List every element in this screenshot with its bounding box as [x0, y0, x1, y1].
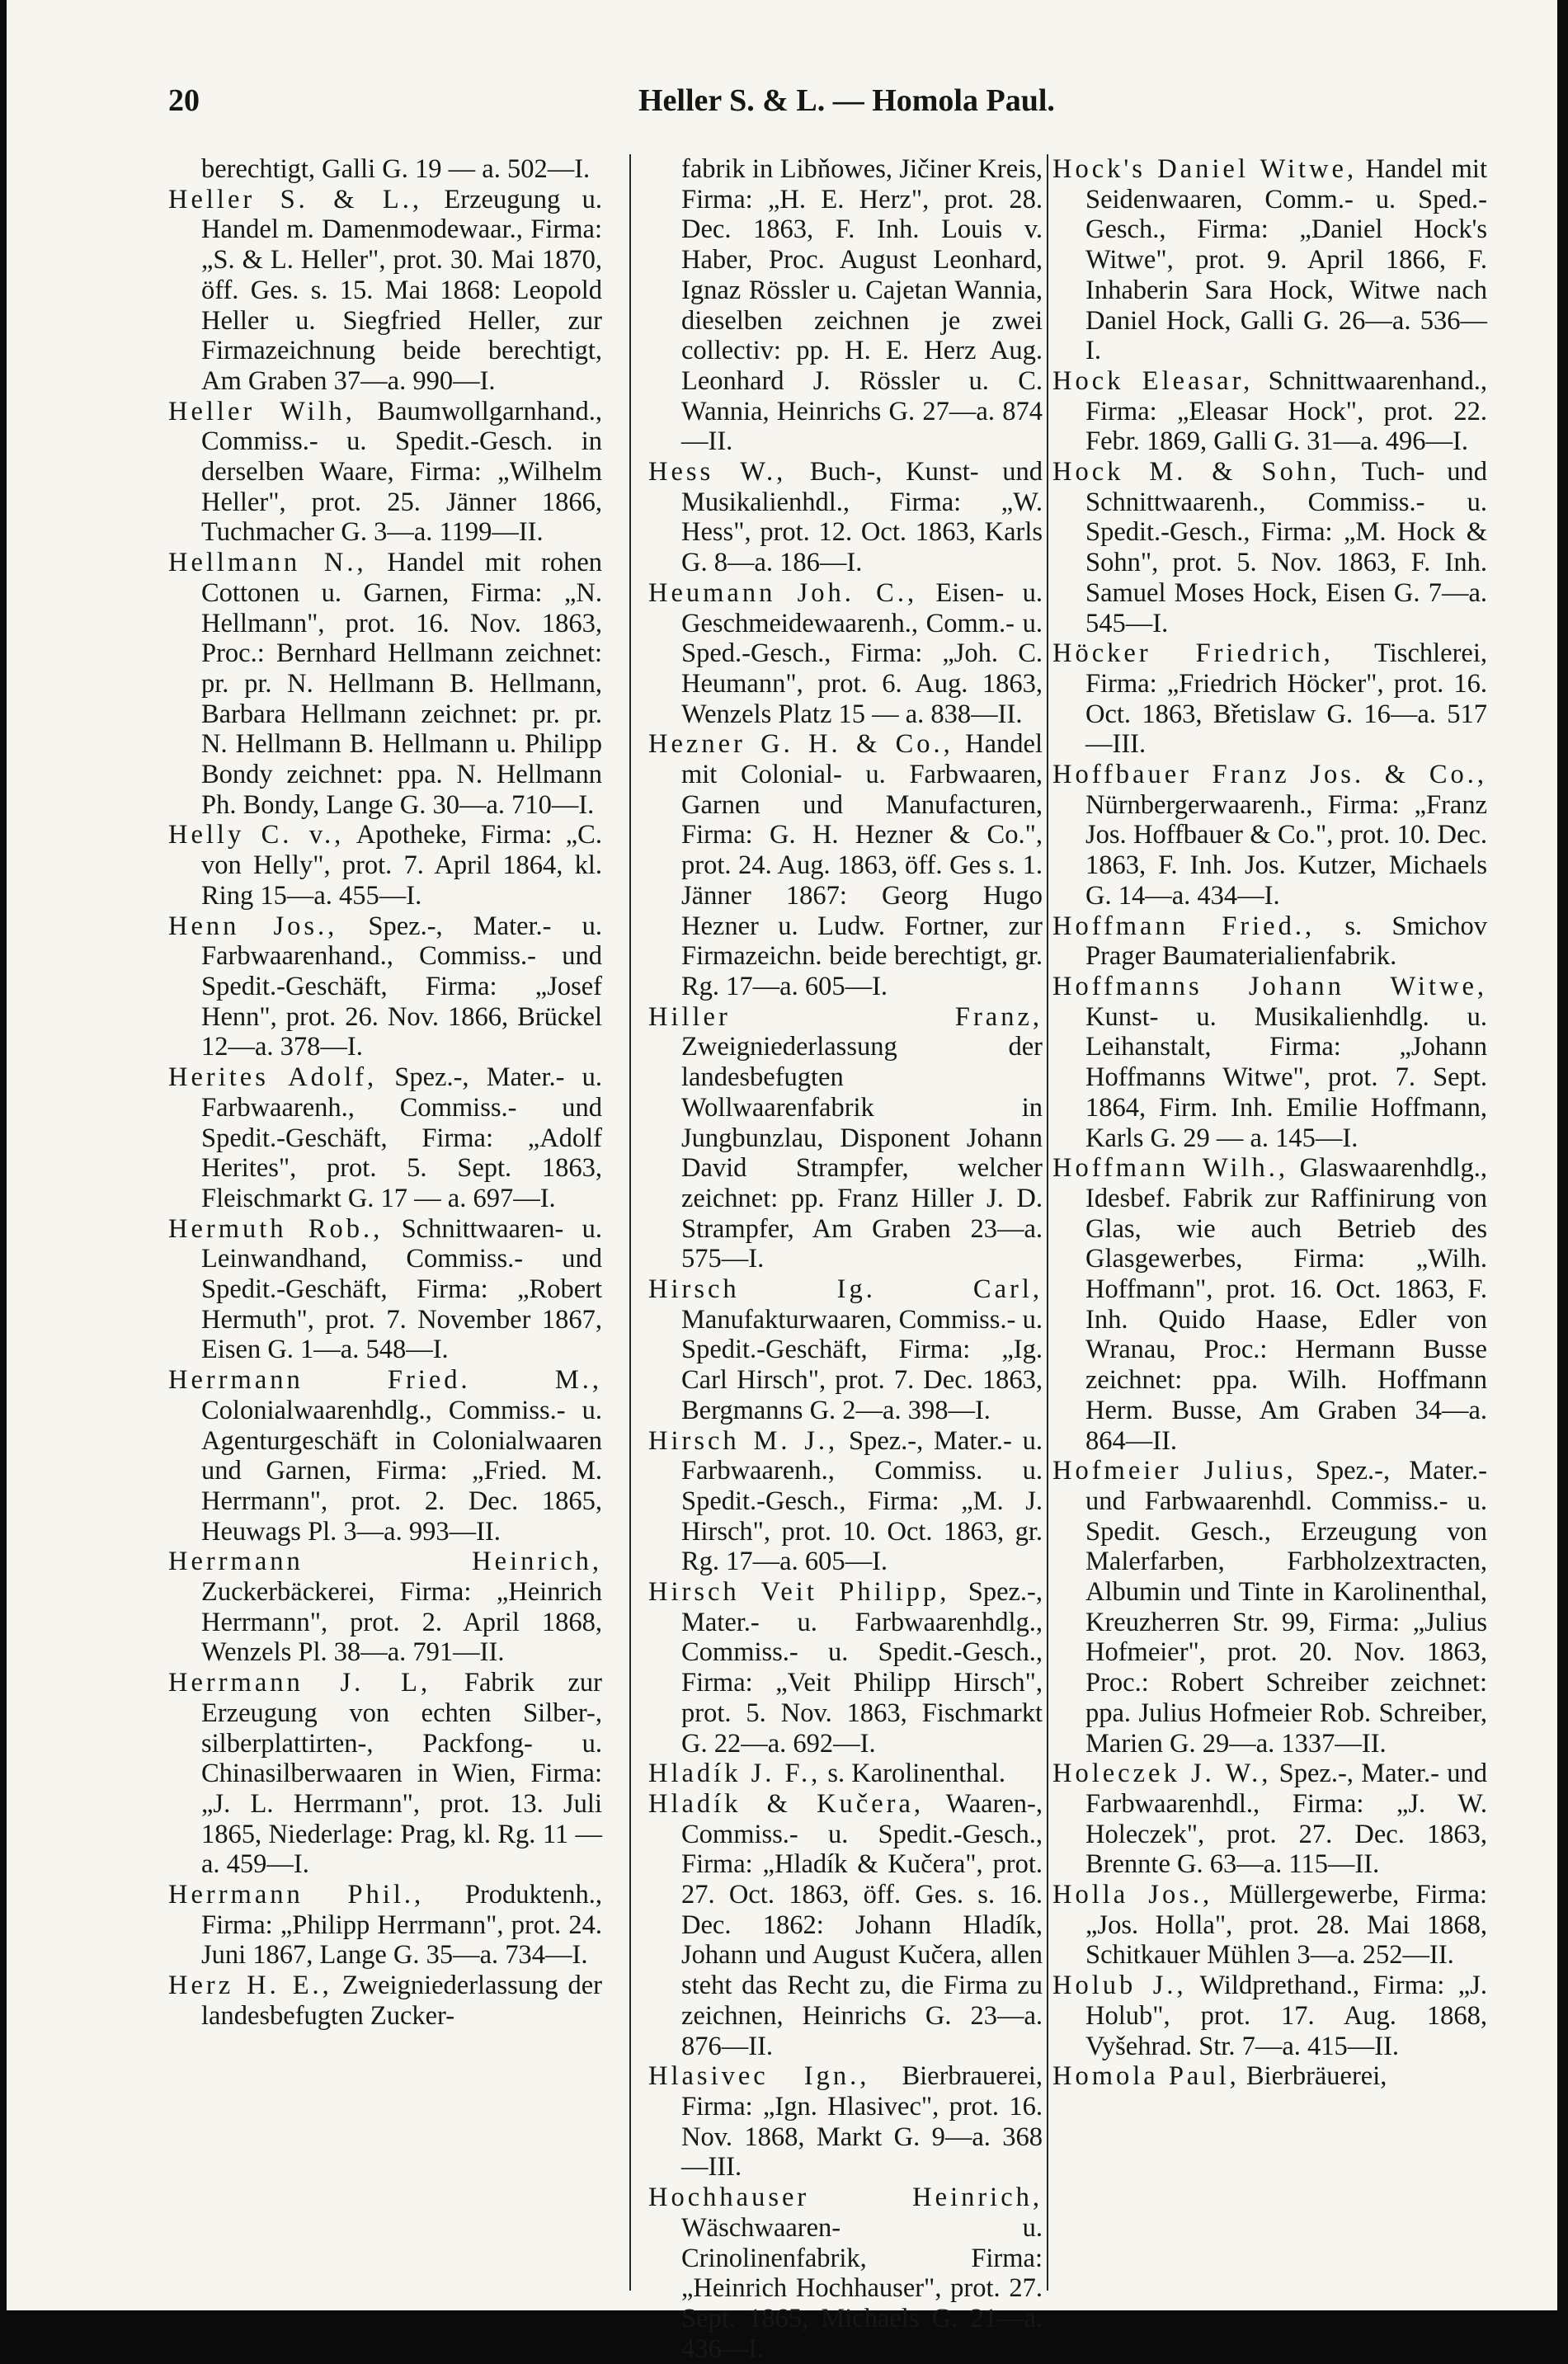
entry-text: fabrik in Libňowes, Jičiner Kreis, Firma: „H. E. Herz", prot. 28. Dec. 1863, F. Inh. Louis v. Haber, Proc. August Leonhard, Ignaz Rössler u. Cajetan Wannia, dieselben zeichnen je zwei collectiv: pp. H. E. Herz Aug. Leonhard J. Rössler u. C. Wannia, Heinrichs G. 27—a. 874—II.	[681, 154, 1043, 457]
directory-entry	[168, 1214, 602, 1366]
directory-entry	[1052, 760, 1487, 911]
directory-entry	[1052, 366, 1487, 457]
entry-name: Hezner G. H. & Co.,	[648, 729, 954, 760]
entry-name: Hirsch Ig. Carl,	[648, 1274, 1043, 1305]
directory-entry	[1052, 1153, 1487, 1456]
entry-name: Heller Wilh,	[168, 396, 356, 426]
entry-name: Herz H. E.,	[168, 1971, 332, 2001]
entry-name: Herites Adolf,	[168, 1062, 378, 1093]
entry-text: Bierbräuerei,	[1239, 2061, 1387, 2092]
entry-text: Schnittwaaren- u. Leinwandhand, Commiss.- und Spedit.-Geschäft, Firma: „Robert Hermuth", prot. 7. November 1867, Eisen G. 1—a. 548—I.	[201, 1213, 602, 1365]
entry-name: Helly C. v.,	[168, 820, 345, 850]
directory-entry	[1052, 1880, 1487, 1971]
entry-text: Tuch- und Schnittwaarenh., Commiss.- u. Spedit.-Gesch., Firma: „M. Hock & Sohn", prot. 5. Nov. 1863, F. Inh. Samuel Moses Hock, Eisen G. 7—a. 545—I.	[1085, 457, 1487, 638]
entry-name: Hock Eleasar,	[1052, 365, 1254, 396]
directory-entry	[1052, 638, 1487, 760]
entry-text: Colonialwaarenhdlg., Commiss.- u. Agenturgeschäft in Colonialwaaren und Garnen, Firma: „Fried. M. Herrmann", prot. 2. Dec. 1865, Heuwags Pl. 3—a. 993—II.	[201, 1395, 602, 1547]
entry-name: Hoffmanns Johann Witwe,	[1052, 971, 1487, 1001]
entry-name: Herrmann J. L,	[168, 1668, 431, 1698]
entry-text: Nürnbergerwaarenh., Firma: „Franz Jos. Hoffbauer & Co.", prot. 10. Dec. 1863, F. Inh. Jos. Kutzer, Michaels G. 14—a. 434—I.	[1085, 789, 1487, 911]
directory-entry	[168, 154, 602, 185]
entry-name: Hock M. & Sohn,	[1052, 457, 1340, 487]
directory-entry	[168, 1880, 602, 1971]
directory-entry	[1052, 1759, 1487, 1880]
entry-name: Hladík J. F.,	[648, 1759, 822, 1789]
page	[7, 0, 1557, 2364]
directory-entry	[1052, 2061, 1487, 2092]
entry-name: Hirsch Veit Philipp,	[648, 1577, 950, 1608]
entry-text: Spez.-, Mater.- und Farbwaarenhdl. Commiss.- u. Spedit. Gesch., Erzeugung von Malerfarben, Farbholzextracten, Albumin und Tinte in Karolinenthal, Kreuzherren Str. 99, Firma: „Julius Hofmeier", prot. 20. Nov. 1863, Proc.: Robert Schreiber zeichnet: ppa. Julius Hofmeier Rob. Schreiber, Marien G. 29—a. 1337—II.	[1085, 1456, 1487, 1759]
entry-name: Hock's Daniel Witwe,	[1052, 154, 1358, 184]
entry-name: Herrmann Phil.,	[168, 1880, 425, 1910]
directory-entry	[648, 2183, 1043, 2364]
entry-text: Glaswaarenhdlg., Idesbef. Fabrik zur Raffinirung von Glas, wie auch Betrieb des Glasgewerbes, Firma: „Wilh. Hoffmann", prot. 16. Oct. 1863, F. Inh. Quido Haase, Edler von Wranau, Proc.: Hermann Busse zeichnet: ppa. Wilh. Hoffmann Herm. Busse, Am Graben 34—a. 864—II.	[1085, 1153, 1487, 1456]
directory-entry	[168, 1971, 602, 2031]
entry-name: Homola Paul,	[1052, 2061, 1240, 2092]
entry-name: Hoffmann Wilh.,	[1052, 1153, 1288, 1184]
entry-name: Heller S. & L.,	[168, 184, 423, 214]
directory-entry	[648, 154, 1043, 457]
directory-entry	[1052, 457, 1487, 638]
entry-name: Hofmeier Julius,	[1052, 1456, 1297, 1486]
entry-name: Holla Jos.,	[1052, 1880, 1213, 1910]
directory-entry	[168, 397, 602, 549]
directory-entry	[648, 578, 1043, 730]
entry-text: Kunst- u. Musikalienhdlg. u. Leihanstalt, Firma: „Johann Hoffmanns Witwe", prot. 7. Sept. 1864, Firm. Inh. Emilie Hoffmann, Karls G. 29 — a. 145—I.	[1085, 1001, 1487, 1153]
directory-entry	[168, 1365, 602, 1547]
directory-entry	[168, 548, 602, 820]
entry-text: Wäschwaaren- u. Crinolinenfabrik, Firma: „Heinrich Hochhauser", prot. 27. Sept. 1865, Michaels G. 21—a. 436—I.	[681, 2212, 1043, 2364]
directory-entry	[648, 2061, 1043, 2183]
entry-name: Höcker Friedrich,	[1052, 638, 1334, 669]
entry-name: Hiller Franz,	[648, 1001, 1043, 1032]
directory-entry	[168, 1668, 602, 1880]
entry-text: Erzeugung u. Handel m. Damenmodewaar., Firma: „S. & L. Heller", prot. 30. Mai 1870, öff. Ges. s. 15. Mai 1868: Leopold Heller u. Siegfried Heller, zur Firmazeichnung beide berechtigt, Am Graben 37—a. 990—I.	[201, 184, 602, 396]
running-head: Heller S. & L. — Homola Paul.	[638, 83, 1055, 118]
entry-name: Holub J.,	[1052, 1971, 1187, 2001]
entry-name: Holeczek J. W.,	[1052, 1759, 1272, 1789]
entry-text: s. Karolinenthal.	[821, 1759, 1006, 1789]
entry-text: Baumwollgarnhand., Commiss.- u. Spedit.-Gesch. in derselben Waare, Firma: „Wilhelm Heller", prot. 25. Jänner 1866, Tuchmacher G. 3—a. 1199—II.	[201, 396, 602, 548]
directory-entry	[648, 1759, 1043, 1789]
entry-name: Hoffbauer Franz Jos. & Co.,	[1052, 760, 1487, 790]
column-divider	[1047, 154, 1048, 2291]
entry-text: Müllergewerbe, Firma: „Jos. Holla", prot. 28. Mai 1868, Schitkauer Mühlen 3—a. 252—II.	[1085, 1880, 1487, 1971]
directory-entry	[168, 820, 602, 911]
entry-text: Spez.-, Mater.- u. Farbwaarenhdlg., Commiss.- u. Spedit.-Gesch., Firma: „Veit Philipp Hirsch", prot. 5. Nov. 1863, Fischmarkt G. 22—a. 692—I.	[681, 1577, 1043, 1759]
column-right	[1052, 154, 1487, 2092]
directory-entry	[648, 1274, 1043, 1426]
directory-entry	[168, 911, 602, 1063]
entry-text: Spez.-, Mater.- u. Farbwaarenh., Commiss.- und Spedit.-Geschäft, Firma: „Adolf Herites", prot. 5. Sept. 1863, Fleischmarkt G. 17 — a. 697—I.	[201, 1062, 602, 1213]
entry-text: Apotheke, Firma: „C. von Helly", prot. 7. April 1864, kl. Ring 15—a. 455—I.	[201, 820, 602, 911]
column-left	[168, 154, 602, 2032]
entry-name: Heumann Joh. C.,	[648, 577, 918, 608]
directory-entry	[168, 185, 602, 397]
entry-text: Handel mit Seidenwaaren, Comm.- u. Sped.-Gesch., Firma: „Daniel Hock's Witwe", prot. 9. April 1866, F. Inhaberin Sara Hock, Witwe nach Daniel Hock, Galli G. 26—a. 536—I.	[1085, 154, 1487, 366]
entry-name: Hirsch M. J.,	[648, 1425, 839, 1456]
entry-name: Hlasivec Ign.,	[648, 2061, 870, 2092]
directory-entry	[648, 729, 1043, 1001]
directory-entry	[648, 1789, 1043, 2061]
entry-text: Tischlerei, Firma: „Friedrich Höcker", prot. 16. Oct. 1863, Břetislaw G. 16—a. 517—III.	[1085, 638, 1487, 760]
entry-text: berechtigt, Galli G. 19 — a. 502—I.	[201, 154, 591, 184]
directory-entry	[648, 457, 1043, 578]
entry-text: Handel mit Colonial- u. Farbwaaren, Garnen und Manufacturen, Firma: G. H. Hezner & Co.", prot. 24. Aug. 1863, öff. Ges s. 1. Jänner 1867: Georg Hugo Hezner u. Ludw. Fortner, zur Firmazeichn. beide berechtigt, gr. Rg. 17—a. 605—I.	[681, 729, 1043, 1001]
page-header	[168, 82, 1488, 132]
directory-entry	[648, 1577, 1043, 1759]
entry-name: Henn Jos.,	[168, 911, 338, 941]
directory-entry	[168, 1547, 602, 1668]
directory-entry	[1052, 911, 1487, 972]
entry-text: Buch-, Kunst- und Musikalienhdl., Firma: „W. Hess", prot. 12. Oct. 1863, Karls G. 8—a. 186—I.	[681, 457, 1043, 578]
column-middle	[648, 154, 1043, 2364]
entry-text: Schnittwaarenhand., Firma: „Eleasar Hock", prot. 22. Febr. 1869, Galli G. 31—a. 496—I.	[1085, 365, 1487, 457]
entry-text: Spez.-, Mater.- u. Farbwaarenh., Commiss. u. Spedit.-Gesch., Firma: „M. J. Hirsch", prot. 10. Oct. 1863, gr. Rg. 17—a. 605—I.	[681, 1425, 1043, 1577]
entry-text: Handel mit rohen Cottonen u. Garnen, Firma: „N. Hellmann", prot. 16. Nov. 1863, Proc.: Bernhard Hellmann zeichnet: pr. pr. N. Hellmann B. Hellmann, Barbara Hellmann zeichnet: pr. pr. N. Hellmann B. Hellmann u. Philipp Bondy zeichnet: ppa. N. Hellmann Ph. Bondy, Lange G. 30—a. 710—I.	[201, 548, 603, 820]
column-divider	[629, 154, 631, 2291]
directory-entry	[648, 1426, 1043, 1578]
directory-entry	[1052, 1456, 1487, 1759]
entry-text: Spez.-, Mater.- und Farbwaarenhdl., Firma: „J. W. Holeczek", prot. 27. Dec. 1863, Brennte G. 63—a. 115—II.	[1085, 1759, 1487, 1880]
entry-text: Zuckerbäckerei, Firma: „Heinrich Herrmann", prot. 2. April 1868, Wenzels Pl. 38—a. 791—II.	[201, 1577, 602, 1668]
directory-entry	[168, 1062, 602, 1214]
entry-name: Hermuth Rob.,	[168, 1213, 384, 1244]
entry-name: Herrmann Heinrich,	[168, 1547, 602, 1577]
entry-text: Zweigniederlassung der landesbefugten Wollwaarenfabrik in Jungbunzlau, Disponent Johann David Strampfer, welcher zeichnet: pp. Franz Hiller J. D. Strampfer, Am Graben 23—a. 575—I.	[681, 1032, 1043, 1274]
directory-entry	[648, 1002, 1043, 1274]
entry-name: Hoffmann Fried.,	[1052, 911, 1316, 941]
entry-name: Herrmann Fried. M.,	[168, 1365, 602, 1396]
directory-entry	[1052, 972, 1487, 1153]
entry-text: Produktenh., Firma: „Philipp Herrmann", prot. 24. Juni 1867, Lange G. 35—a. 734—I.	[201, 1880, 602, 1971]
entry-name: Hochhauser Heinrich,	[648, 2183, 1043, 2213]
entry-text: Bierbrauerei, Firma: „Ign. Hlasivec", prot. 16. Nov. 1868, Markt G. 9—a. 368—III.	[681, 2061, 1043, 2183]
directory-entry	[1052, 154, 1487, 366]
entry-text: Zweigniederlassung der landesbefugten Zucker-	[201, 1971, 603, 2031]
entry-text: Waaren-, Commiss.- u. Spedit.-Gesch., Firma: „Hladík & Kučera", prot. 27. Oct. 1863, öff. Ges. s. 16. Dec. 1862: Johann Hladík, Johann und August Kučera, allen steht das Recht zu, die Firma zu zeichnen, Heinrichs G. 23—a. 876—II.	[681, 1788, 1043, 2061]
page-number: 20	[168, 83, 200, 118]
entry-text: Wildprethand., Firma: „J. Holub", prot. 17. Aug. 1868, Vyšehrad. Str. 7—a. 415—II.	[1085, 1971, 1487, 2061]
entry-text: Eisen- u. Geschmeidewaarenh., Comm.- u. Sped.-Gesch., Firma: „Joh. C. Heumann", prot. 6. Aug. 1863, Wenzels Platz 15 — a. 838—II.	[681, 577, 1043, 729]
entry-text: s. Smichov Prager Baumaterialienfabrik.	[1085, 911, 1487, 972]
entry-text: Manufakturwaaren, Commiss.- u. Spedit.-Geschäft, Firma: „Ig. Carl Hirsch", prot. 7. Dec. 1863, Bergmanns G. 2—a. 398—I.	[681, 1304, 1043, 1425]
entry-text: Spez.-, Mater.- u. Farbwaarenhand., Commiss.- und Spedit.-Geschäft, Firma: „Josef Henn", prot. 26. Nov. 1866, Brückel 12—a. 378—I.	[201, 911, 602, 1062]
entry-name: Hess W.,	[648, 457, 787, 487]
entry-name: Hladík & Kučera,	[648, 1788, 925, 1819]
entry-text: Fabrik zur Erzeugung von echten Silber-, silberplattirten-, Packfong- u. Chinasilberwaaren in Wien, Firma: „J. L. Herrmann", prot. 13. Juli 1865, Niederlage: Prag, kl. Rg. 11 — a. 459—I.	[201, 1668, 602, 1880]
entry-name: Hellmann N.,	[168, 548, 367, 578]
directory-entry	[1052, 1971, 1487, 2061]
